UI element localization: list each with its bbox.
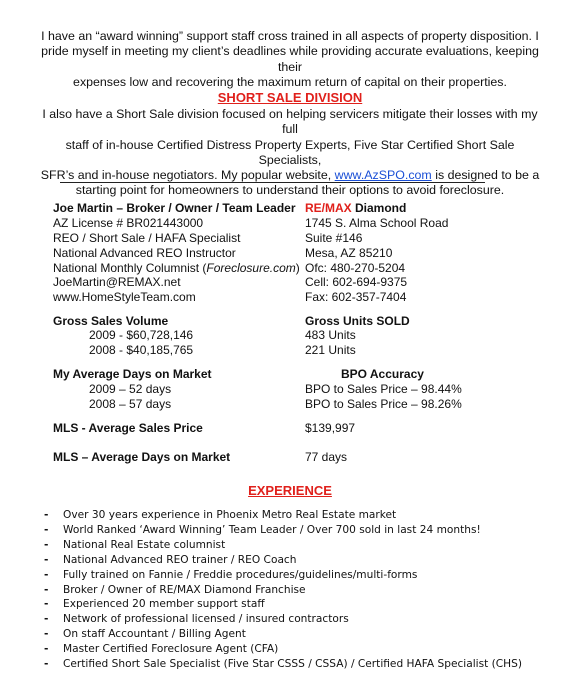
bullet-dash: - — [44, 553, 49, 566]
instructor-title: National Advanced REO Instructor — [53, 246, 236, 260]
columnist-publication: Foreclosure.com — [206, 261, 296, 275]
intro-line: pride myself in meeting my client’s deadlines while providing accurate evaluations, keeping their — [41, 44, 539, 74]
bpo-accuracy-label: BPO Accuracy — [341, 367, 424, 381]
experience-item — [40, 568, 560, 583]
license-number: AZ License # BR021443000 — [53, 216, 204, 230]
columnist-suffix: ) — [295, 261, 300, 275]
short-sale-line: starting point for homeowners to understand their options to avoid foreclosure. — [75, 183, 505, 198]
experience-text: National Advanced REO trainer / REO Coach — [63, 553, 297, 566]
remax-brand: RE/MAX — [305, 201, 352, 215]
experience-item — [40, 523, 560, 538]
brokerage-name — [305, 201, 406, 216]
experience-item — [40, 597, 560, 612]
bullet-dash: - — [44, 628, 49, 641]
bpo-accuracy-value: BPO to Sales Price – 98.44% — [305, 382, 462, 396]
intro-line: I have an “award winning” support staff cross trained in all aspects of property disposition. I — [41, 29, 539, 43]
experience-item — [40, 538, 560, 553]
experience-text: World Ranked ‘Award Winning’ Team Leader / Over 700 sold in last 24 months! — [63, 523, 481, 536]
avg-days-label: My Average Days on Market — [53, 367, 212, 381]
cell-phone: Cell: 602-694-9375 — [305, 275, 408, 289]
specialist-title: REO / Short Sale / HAFA Specialist — [53, 231, 241, 245]
columnist-title — [53, 261, 300, 276]
bullet-dash: - — [44, 568, 49, 581]
experience-heading: EXPERIENCE — [248, 483, 332, 498]
address-line-1: 1745 S. Alma School Road — [305, 216, 449, 230]
bullet-dash: - — [44, 538, 49, 551]
bullet-dash: - — [44, 583, 49, 596]
brokerage-suffix: Diamond — [351, 201, 407, 215]
bullet-dash: - — [44, 643, 49, 656]
experience-text: Broker / Owner of RE/MAX Diamond Franchise — [63, 583, 306, 596]
experience-text: On staff Accountant / Billing Agent — [63, 628, 246, 641]
gross-volume-2009: 2009 - $60,728,146 — [89, 328, 194, 342]
short-sale-paragraph — [40, 107, 540, 199]
office-phone: Ofc: 480-270-5204 — [305, 261, 406, 275]
experience-text: Experienced 20 member support staff — [63, 598, 265, 611]
short-sale-text: is designed to be a — [431, 168, 540, 183]
team-website[interactable]: www.HomeStyleTeam.com — [53, 290, 196, 304]
bullet-dash: - — [44, 509, 49, 521]
avg-days-2009: 2009 – 52 days — [89, 382, 172, 396]
experience-item — [40, 642, 560, 657]
experience-text: Fully trained on Fannie / Freddie procedures/guidelines/multi-forms — [63, 568, 418, 581]
bpo-accuracy-value: BPO to Sales Price – 98.26% — [305, 397, 462, 411]
gross-units-label: Gross Units SOLD — [305, 314, 410, 328]
mls-avg-price-value: $139,997 — [305, 421, 356, 435]
gross-units-value: 221 Units — [305, 343, 356, 357]
azspo-link[interactable]: www.AzSPO.com — [334, 168, 432, 183]
fax-number: Fax: 602-357-7404 — [305, 290, 407, 304]
bullet-dash: - — [44, 598, 49, 611]
email-address[interactable]: JoeMartin@REMAX.net — [53, 275, 181, 289]
intro-line: expenses low and recovering the maximum return of capital on their properties. — [73, 74, 507, 89]
experience-text: National Real Estate columnist — [63, 538, 226, 551]
bullet-dash: - — [44, 658, 49, 671]
experience-text: Master Certified Foreclosure Agent (CFA) — [63, 643, 279, 656]
gross-volume-2008: 2008 - $40,185,765 — [89, 343, 194, 357]
short-sale-line: I also have a Short Sale division focused on helping servicers mitigate their losses with my full — [42, 107, 538, 137]
experience-item — [40, 657, 560, 672]
short-sale-line: staff of in-house Certified Distress Property Experts, Five Star Certified Short Sale Specialists, — [65, 137, 515, 167]
avg-days-2008: 2008 – 57 days — [89, 397, 172, 411]
address-line-2: Suite #146 — [305, 231, 363, 245]
short-sale-text: SFR’s and in-house negotiators. My popular website, — [40, 168, 335, 183]
experience-list — [40, 508, 560, 672]
experience-item — [40, 508, 560, 523]
columnist-prefix: National Monthly Columnist ( — [53, 261, 207, 275]
experience-item — [40, 612, 560, 627]
short-sale-heading: SHORT SALE DIVISION — [217, 90, 363, 105]
experience-item — [40, 627, 560, 642]
gross-volume-label: Gross Sales Volume — [53, 314, 169, 328]
bullet-dash: - — [44, 613, 49, 626]
address-city: Mesa, AZ 85210 — [305, 246, 393, 260]
intro-paragraph — [40, 29, 540, 90]
experience-text: Certified Short Sale Specialist (Five Star CSSS / CSSA) / Certified HAFA Specialist (CHS) — [63, 658, 522, 671]
agent-name-line: Joe Martin – Broker / Owner / Team Leader — [53, 201, 296, 215]
mls-avg-days-label: MLS – Average Days on Market — [53, 450, 231, 464]
experience-item — [40, 583, 560, 598]
experience-text: Over 30 years experience in Phoenix Metro Real Estate market — [63, 509, 397, 521]
bullet-dash: - — [44, 523, 49, 536]
section-divider — [60, 182, 485, 183]
gross-units-value: 483 Units — [305, 328, 356, 342]
mls-avg-price-label: MLS - Average Sales Price — [53, 421, 203, 435]
experience-text: Network of professional licensed / insured contractors — [63, 613, 349, 626]
mls-avg-days-value: 77 days — [305, 450, 348, 464]
experience-item — [40, 553, 560, 568]
